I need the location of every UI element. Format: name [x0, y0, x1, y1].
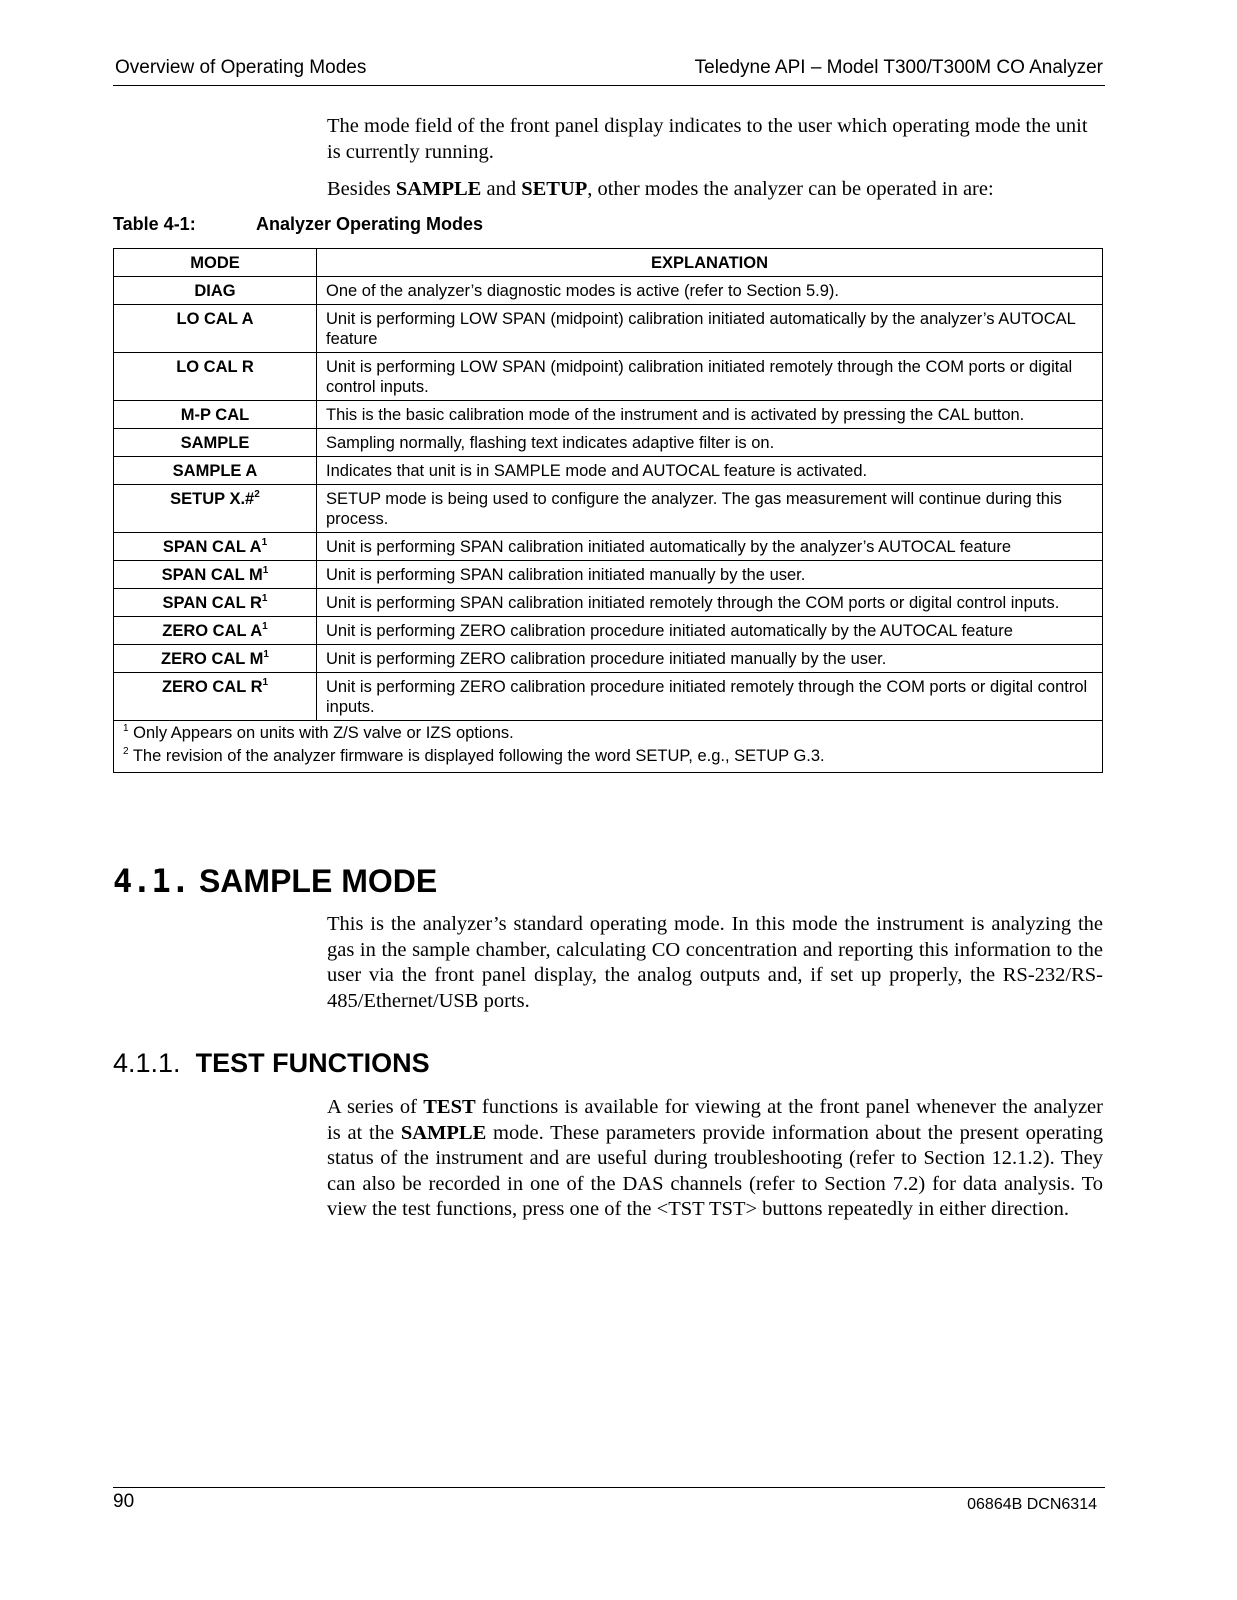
page-header: [113, 55, 1105, 86]
subsection-heading-test-functions: [113, 1048, 430, 1079]
explanation-cell: Unit is performing SPAN calibration initiated manually by the user.: [317, 561, 1103, 589]
explanation-cell: Unit is performing SPAN calibration initiated automatically by the analyzer’s AUTOCAL feature: [317, 533, 1103, 561]
table-row: [114, 429, 1103, 457]
table-row: [114, 401, 1103, 429]
table-row: [114, 645, 1103, 673]
table-header-row: [114, 249, 1103, 277]
footnote-marker: 1: [262, 620, 268, 632]
operating-modes-table: [113, 248, 1103, 773]
table-caption-title: Analyzer Operating Modes: [256, 214, 484, 234]
table-row: [114, 673, 1103, 721]
table-row: [114, 533, 1103, 561]
mode-cell: SPAN CAL $M^1$: [114, 561, 317, 589]
explanation-cell: One of the analyzer’s diagnostic modes is active (refer to Section 5.9).: [317, 277, 1103, 305]
explanation-cell: Unit is performing SPAN calibration initiated remotely through the COM ports or digital control inputs.: [317, 589, 1103, 617]
footnote-marker: 1: [261, 592, 268, 604]
explanation-cell: Unit is performing LOW SPAN (midpoint) calibration initiated remotely through the COM ports or digital control inputs.: [317, 353, 1103, 401]
footnote-2: $^2$ The revision of the analyzer firmware is displayed following the word SETUP, e.g., SETUP G.3.: [123, 745, 825, 765]
subsection-number: 4.1.1.: [113, 1048, 181, 1078]
table-footnotes: [114, 721, 1103, 773]
mode-cell: ZERO CAL $A^1$: [114, 617, 317, 645]
section-title: SAMPLE MODE: [198, 863, 438, 899]
explanation-cell: Sampling normally, flashing text indicates adaptive filter is on.: [317, 429, 1103, 457]
section-number: 4.1.: [113, 862, 191, 900]
footnote-marker: 1: [261, 536, 268, 548]
footnote-marker: 1: [262, 564, 269, 576]
column-header-explanation: EXPLANATION: [317, 249, 1103, 277]
table-row: [114, 277, 1103, 305]
table-row: [114, 457, 1103, 485]
table-caption: [113, 214, 483, 235]
explanation-cell: Unit is performing ZERO calibration procedure initiated automatically by the AUTOCAL feature: [317, 617, 1103, 645]
keyword-sample: SAMPLE: [395, 178, 482, 200]
header-document-title: Teledyne API – Model T300/T300M CO Analyzer: [694, 57, 1103, 78]
table-row: [114, 589, 1103, 617]
mode-cell: SAMPLE A: [114, 457, 317, 485]
footnote-marker: 1: [263, 648, 269, 660]
explanation-cell: Indicates that unit is in SAMPLE mode and AUTOCAL feature is activated.: [317, 457, 1103, 485]
explanation-cell: Unit is performing LOW SPAN (midpoint) calibration initiated automatically by the analyzer’s AUTOCAL feature: [317, 305, 1103, 353]
table-row: [114, 617, 1103, 645]
mode-cell: SPAN CAL $R^1$: [114, 589, 317, 617]
mode-cell: LO CAL A: [114, 305, 317, 353]
mode-cell: ZERO CAL $M^1$: [114, 645, 317, 673]
mode-cell: SETUP X.#$^2$: [114, 485, 317, 533]
subsection-title: TEST FUNCTIONS: [195, 1048, 430, 1078]
intro-paragraph-1: The mode field of the front panel display indicates to the user which operating mode the unit is currently running.: [327, 115, 1088, 163]
page-number: 90: [113, 1491, 135, 1512]
sample-mode-paragraph: This is the analyzer’s standard operating mode. In this mode the instrument is analyzing the gas in the sample chamber, calculating CO concentration and reporting this information to the user via the front panel display, the analog outputs and, if set up properly, the RS-232/RS-485/Ethernet/USB ports.: [327, 913, 1103, 1012]
footnote-marker: 2: [254, 488, 260, 500]
table-row: [114, 485, 1103, 533]
column-header-mode: MODE: [114, 249, 317, 277]
table-row: [114, 561, 1103, 589]
table-body: [114, 277, 1103, 721]
footnote-1: $^1$ Only Appears on units with Z/S valve or IZS options.: [123, 722, 514, 742]
table-row: [114, 305, 1103, 353]
mode-cell: DIAG: [114, 277, 317, 305]
footnote-marker: 1: [262, 676, 269, 688]
intro-paragraph-2: Besides SAMPLE and SETUP, other modes the analyzer can be operated in are:: [327, 178, 994, 200]
test-functions-paragraph: A series of TEST functions is available for viewing at the front panel whenever the analyzer is at the SAMPLE mode. These parameters provide information about the present operating status of the instrument and are useful during troubleshooting (refer to Section 12.1.2). They can also be recorded in one of the DAS channels (refer to Section 7.2) for data analysis. To view the test functions, press one of the <TST TST> buttons repeatedly in either direction.: [327, 1096, 1104, 1220]
mode-cell: ZERO CAL $R^1$: [114, 673, 317, 721]
explanation-cell: SETUP mode is being used to configure the analyzer. The gas measurement will continue during this process.: [317, 485, 1103, 533]
table-row: [114, 353, 1103, 401]
section-heading-sample-mode: [113, 862, 437, 900]
header-section-title: Overview of Operating Modes: [115, 57, 367, 78]
document-number: 06864B DCN6314: [967, 1496, 1097, 1513]
mode-cell: M-P CAL: [114, 401, 317, 429]
explanation-cell: This is the basic calibration mode of the instrument and is activated by pressing the CAL button.: [317, 401, 1103, 429]
keyword-test: TEST: [423, 1096, 476, 1118]
table-caption-number: Table 4-1:: [113, 214, 196, 234]
explanation-cell: Unit is performing ZERO calibration procedure initiated manually by the user.: [317, 645, 1103, 673]
table-footnotes-row: [114, 721, 1103, 773]
keyword-setup: SETUP: [521, 178, 588, 200]
mode-cell: LO CAL R: [114, 353, 317, 401]
explanation-cell: Unit is performing ZERO calibration procedure initiated remotely through the COM ports or digital control inputs.: [317, 673, 1103, 721]
mode-cell: SAMPLE: [114, 429, 317, 457]
keyword-sample: SAMPLE: [400, 1121, 487, 1144]
footer-rule: [113, 1487, 1105, 1488]
mode-cell: SPAN CAL $A^1$: [114, 533, 317, 561]
